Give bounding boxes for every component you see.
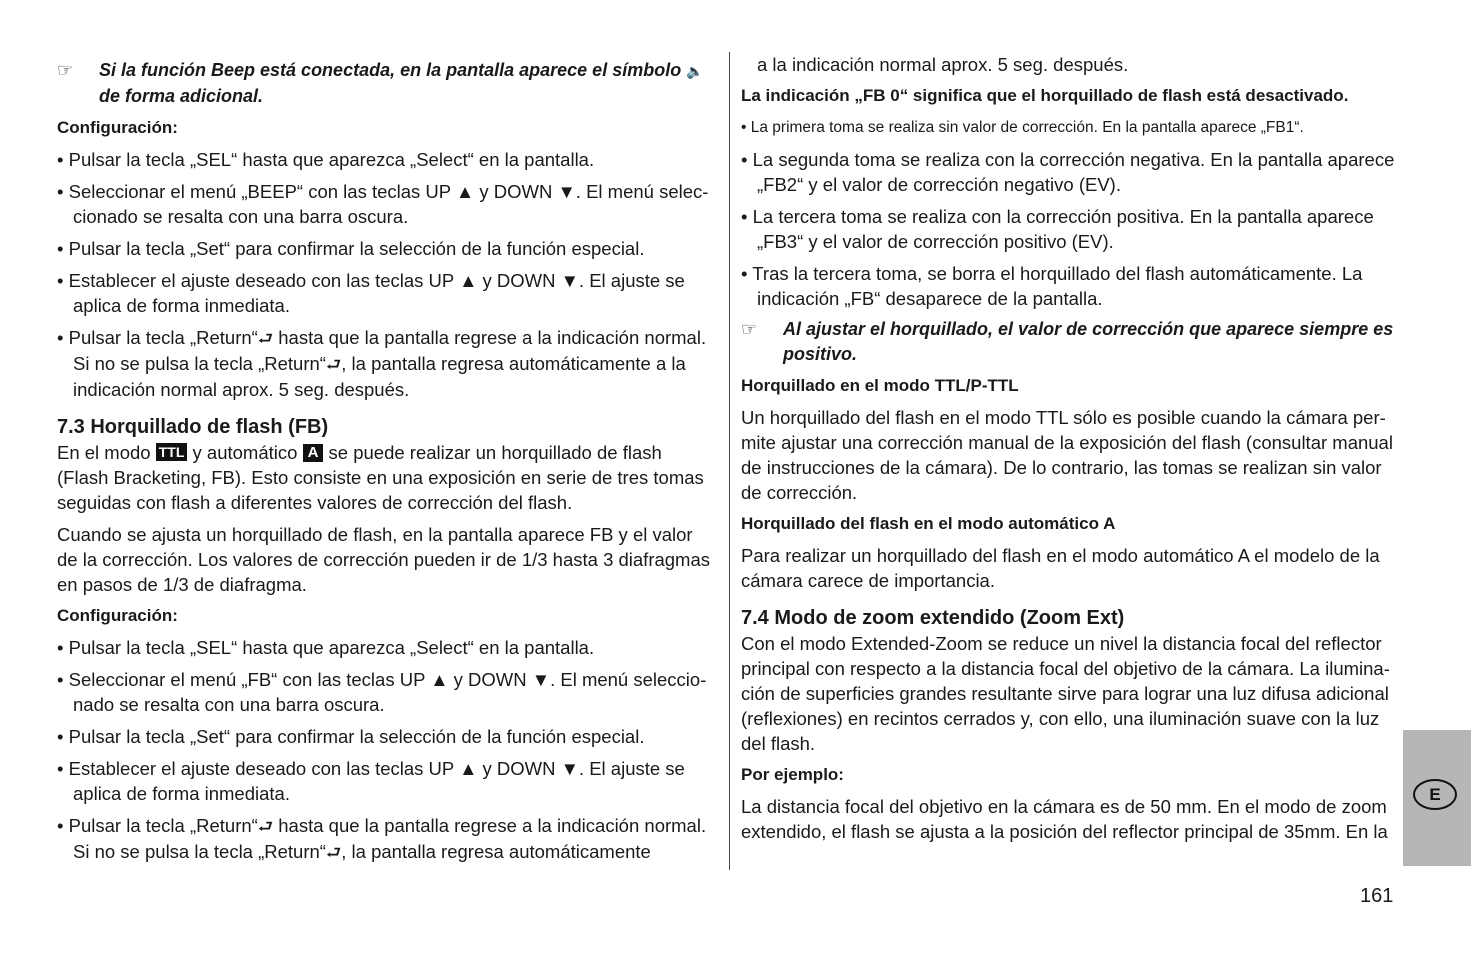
return-icon: ⮐: [257, 817, 274, 836]
list-item-text: hasta que la pantalla regrese a la indicación normal. Si no se pulsa la tecla „Return“: [73, 815, 707, 862]
list-item: • Pulsar la tecla „Set“ para confirmar la selección de la función especial.: [57, 724, 717, 749]
bracketing-note: [741, 317, 1401, 367]
config-heading-2: Configuración:: [57, 606, 178, 625]
list-item: • Seleccionar el menú „BEEP“ con las teclas UP ▲ y DOWN ▼. El menú seleccionado se resalta con una barra oscura.: [57, 179, 717, 229]
paragraph: [57, 440, 717, 515]
paragraph: Cuando se ajusta un horquillado de flash, en la pantalla aparece FB y el valor de la corrección. Los valores de corrección pueden ir de 1/3 hasta 3 diafragmas en pasos de 1/3 de diafragma.: [57, 524, 711, 595]
list-item: • Establecer el ajuste deseado con las teclas UP ▲ y DOWN ▼. El ajuste se aplica de forma inmediata.: [57, 268, 717, 318]
list-item-text: hasta que la pantalla regrese a la indicación normal. Si no se pulsa la tecla „Return“: [73, 327, 707, 374]
list-item: • Pulsar la tecla „SEL“ hasta que aparezca „Select“ en la pantalla.: [57, 635, 717, 660]
left-column: [57, 52, 717, 865]
list-item: • Establecer el ajuste deseado con las teclas UP ▲ y DOWN ▼. El ajuste se aplica de forma inmediata.: [57, 756, 717, 806]
list-item: • Tras la tercera toma, se borra el horquillado del flash automáticamente. La indicación „FB“ desaparece de la pantalla.: [741, 261, 1401, 311]
section-heading-7-3: 7.3 Horquillado de flash (FB): [57, 416, 329, 438]
bracketing-note-text: Al ajustar el horquillado, el valor de corrección que aparece siempre es positivo.: [783, 319, 1394, 364]
list-item: • Seleccionar el menú „FB“ con las teclas UP ▲ y DOWN ▼. El menú seleccionado se resalta con una barra oscura.: [57, 667, 717, 717]
hand-pointer-icon: ☞: [57, 60, 74, 80]
paragraph-text: se puede realizar un horquillado de flash (Flash Bracketing, FB). Esto consiste en una exposición en serie de tres tomas seguidas con flash a diferentes valores de corrección del flash.: [57, 442, 704, 513]
list-item: • La primera toma se realiza sin valor de corrección. En la pantalla aparece „FB1“.: [741, 115, 1401, 140]
right-column: [741, 52, 1401, 844]
language-tab-label: E: [1413, 779, 1457, 810]
list-item: [57, 813, 717, 865]
return-icon: ⮐: [325, 843, 342, 862]
page-number: 161: [1360, 885, 1394, 907]
paragraph-text: y automático: [192, 442, 298, 463]
auto-heading: Horquillado del flash en el modo automático A: [741, 514, 1116, 533]
example-heading: Por ejemplo:: [741, 765, 844, 784]
speaker-icon: 🔈: [686, 63, 704, 79]
list-item: • La tercera toma se realiza con la corrección positiva. En la pantalla aparece „FB3“ y el valor de corrección positivo (EV).: [741, 204, 1401, 254]
paragraph: Un horquillado del flash en el modo TTL sólo es posible cuando la cámara permite ajustar una corrección manual de la exposición del flash (consultar manual de instrucciones de la cámara). De lo contrario, las tomas se realizan sin valor de corrección.: [741, 407, 1393, 503]
return-icon: ⮐: [325, 355, 342, 374]
list-item: [57, 325, 717, 402]
column-divider: [729, 52, 730, 870]
language-tab: [1403, 730, 1471, 866]
config-heading-1: Configuración:: [57, 118, 178, 137]
paragraph: Para realizar un horquillado del flash en el modo automático A el modelo de la cámara carece de importancia.: [741, 545, 1380, 591]
return-icon: ⮐: [257, 329, 274, 348]
list-item: • La segunda toma se realiza con la corrección negativa. En la pantalla aparece „FB2“ y el valor de corrección negativo (EV).: [741, 147, 1401, 197]
paragraph-text: En el modo: [57, 442, 151, 463]
list-item-text: , la pantalla regresa automáticamente a la indicación normal aprox. 5 seg. después.: [73, 353, 686, 400]
list-item: • Pulsar la tecla „Set“ para confirmar la selección de la función especial.: [57, 236, 717, 261]
fb0-statement: La indicación „FB 0“ significa que el horquillado de flash está desactivado.: [741, 86, 1349, 105]
paragraph: Con el modo Extended-Zoom se reduce un nivel la distancia focal del reflector principal con respecto a la distancia focal del objetivo de la cámara. La iluminación de superficies grandes resultante sirve para lograr una luz difusa adicional (reflexiones) en recintos cerrados y, con ello, una iluminación suave con la luz del flash.: [741, 633, 1390, 754]
ttl-heading: Horquillado en el modo TTL/P-TTL: [741, 376, 1019, 395]
hand-pointer-icon: ☞: [741, 319, 758, 339]
list-item: • Pulsar la tecla „SEL“ hasta que aparezca „Select“ en la pantalla.: [57, 147, 717, 172]
section-heading-7-4: 7.4 Modo de zoom extendido (Zoom Ext): [741, 607, 1125, 629]
list-item-text: Pulsar la tecla „Return“: [68, 327, 258, 348]
beep-note: [57, 58, 717, 109]
list-item-text: Pulsar la tecla „Return“: [68, 815, 258, 836]
auto-mode-badge: A: [303, 444, 324, 462]
paragraph: La distancia focal del objetivo en la cámara es de 50 mm. En el modo de zoom extendido, el flash se ajusta a la posición del reflector principal de 35mm. En la: [741, 796, 1388, 842]
beep-note-end: de forma adicional.: [99, 86, 264, 106]
continued-text: a la indicación normal aprox. 5 seg. después.: [757, 54, 1129, 75]
ttl-mode-badge: TTL: [156, 443, 188, 461]
beep-note-text: Si la función Beep está conectada, en la pantalla aparece el símbolo: [99, 60, 682, 80]
list-item-text: , la pantalla regresa automáticamente: [341, 841, 651, 862]
